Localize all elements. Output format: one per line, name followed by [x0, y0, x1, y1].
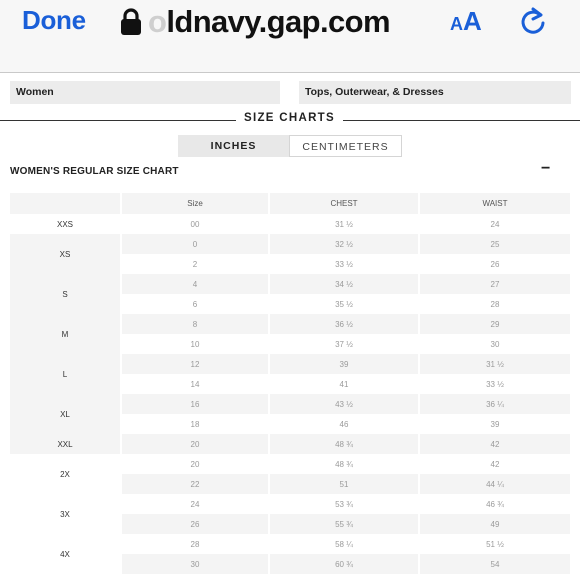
size-label: S: [10, 274, 121, 314]
table-row: [10, 494, 570, 514]
table-row: [10, 354, 570, 374]
chest-value: 48 ¾: [269, 434, 419, 454]
size-value: 28: [121, 534, 269, 554]
size-label: 2X: [10, 454, 121, 494]
size-label: XS: [10, 234, 121, 274]
waist-value: 51 ½: [419, 534, 570, 554]
size-label: XL: [10, 394, 121, 434]
chest-value: 33 ½: [269, 254, 419, 274]
table-row: [10, 454, 570, 474]
size-value: 24: [121, 494, 269, 514]
waist-value: 54: [419, 554, 570, 574]
centimeters-tab[interactable]: CENTIMETERS: [289, 135, 402, 157]
chest-value: 46: [269, 414, 419, 434]
unit-toggle: [178, 135, 402, 157]
size-table: [10, 193, 570, 574]
lock-icon: [120, 8, 142, 36]
waist-value: 25: [419, 234, 570, 254]
column-header-label: [10, 193, 121, 214]
waist-value: 31 ½: [419, 354, 570, 374]
size-label: M: [10, 314, 121, 354]
table-body: [10, 214, 570, 574]
column-header-size: Size: [121, 193, 269, 214]
chest-value: 43 ½: [269, 394, 419, 414]
table-row: [10, 214, 570, 234]
done-button[interactable]: Done: [22, 5, 86, 35]
size-value: 12: [121, 354, 269, 374]
table-header-row: [10, 193, 570, 214]
chest-value: 41: [269, 374, 419, 394]
table-row: [10, 394, 570, 414]
waist-value: 42: [419, 454, 570, 474]
text-size-button[interactable]: [450, 6, 482, 37]
reload-icon[interactable]: [518, 6, 548, 38]
inches-tab[interactable]: INCHES: [178, 135, 289, 157]
chest-value: 37 ½: [269, 334, 419, 354]
chest-value: 35 ½: [269, 294, 419, 314]
table-row: [10, 234, 570, 254]
size-value: 6: [121, 294, 269, 314]
url-text: oldnavy.gap.com: [148, 4, 390, 39]
waist-value: 30: [419, 334, 570, 354]
size-value: 16: [121, 394, 269, 414]
type-select[interactable]: Tops, Outerwear, & Dresses: [299, 81, 571, 104]
text-size-small-glyph: A: [450, 14, 463, 34]
toolbar-divider: [0, 50, 580, 73]
size-label: 4X: [10, 534, 121, 574]
waist-value: 26: [419, 254, 570, 274]
size-value: 26: [121, 514, 269, 534]
address-bar[interactable]: [120, 2, 390, 42]
chest-value: 60 ¾: [269, 554, 419, 574]
size-value: 18: [121, 414, 269, 434]
chest-value: 48 ¾: [269, 454, 419, 474]
chest-value: 58 ¼: [269, 534, 419, 554]
collapse-button[interactable]: −: [541, 160, 551, 177]
chest-value: 53 ¾: [269, 494, 419, 514]
chest-value: 32 ½: [269, 234, 419, 254]
chest-value: 51: [269, 474, 419, 494]
waist-value: 44 ¼: [419, 474, 570, 494]
chest-value: 39: [269, 354, 419, 374]
table-row: [10, 534, 570, 554]
chest-value: 34 ½: [269, 274, 419, 294]
chest-value: 55 ¾: [269, 514, 419, 534]
waist-value: 29: [419, 314, 570, 334]
waist-value: 36 ¼: [419, 394, 570, 414]
size-value: 2: [121, 254, 269, 274]
category-select[interactable]: Women: [10, 81, 280, 104]
size-value: 8: [121, 314, 269, 334]
column-header-waist: WAIST: [419, 193, 570, 214]
waist-value: 39: [419, 414, 570, 434]
waist-value: 27: [419, 274, 570, 294]
size-value: 4: [121, 274, 269, 294]
chest-value: 31 ½: [269, 214, 419, 234]
size-value: 22: [121, 474, 269, 494]
size-value: 20: [121, 454, 269, 474]
waist-value: 28: [419, 294, 570, 314]
size-label: 3X: [10, 494, 121, 534]
size-value: 30: [121, 554, 269, 574]
waist-value: 46 ¾: [419, 494, 570, 514]
text-size-large-glyph: A: [463, 6, 482, 36]
size-label: XXL: [10, 434, 121, 454]
size-value: 14: [121, 374, 269, 394]
table-row: [10, 434, 570, 454]
table-row: [10, 274, 570, 294]
size-value: 10: [121, 334, 269, 354]
waist-value: 42: [419, 434, 570, 454]
waist-value: 49: [419, 514, 570, 534]
size-label: XXS: [10, 214, 121, 234]
chest-value: 36 ½: [269, 314, 419, 334]
size-label: L: [10, 354, 121, 394]
waist-value: 33 ½: [419, 374, 570, 394]
table-row: [10, 314, 570, 334]
chart-title: WOMEN'S REGULAR SIZE CHART: [10, 166, 179, 177]
size-value: 00: [121, 214, 269, 234]
size-value: 20: [121, 434, 269, 454]
waist-value: 24: [419, 214, 570, 234]
page-title: SIZE CHARTS: [236, 112, 343, 124]
browser-toolbar: [0, 0, 580, 50]
column-header-chest: CHEST: [269, 193, 419, 214]
size-value: 0: [121, 234, 269, 254]
